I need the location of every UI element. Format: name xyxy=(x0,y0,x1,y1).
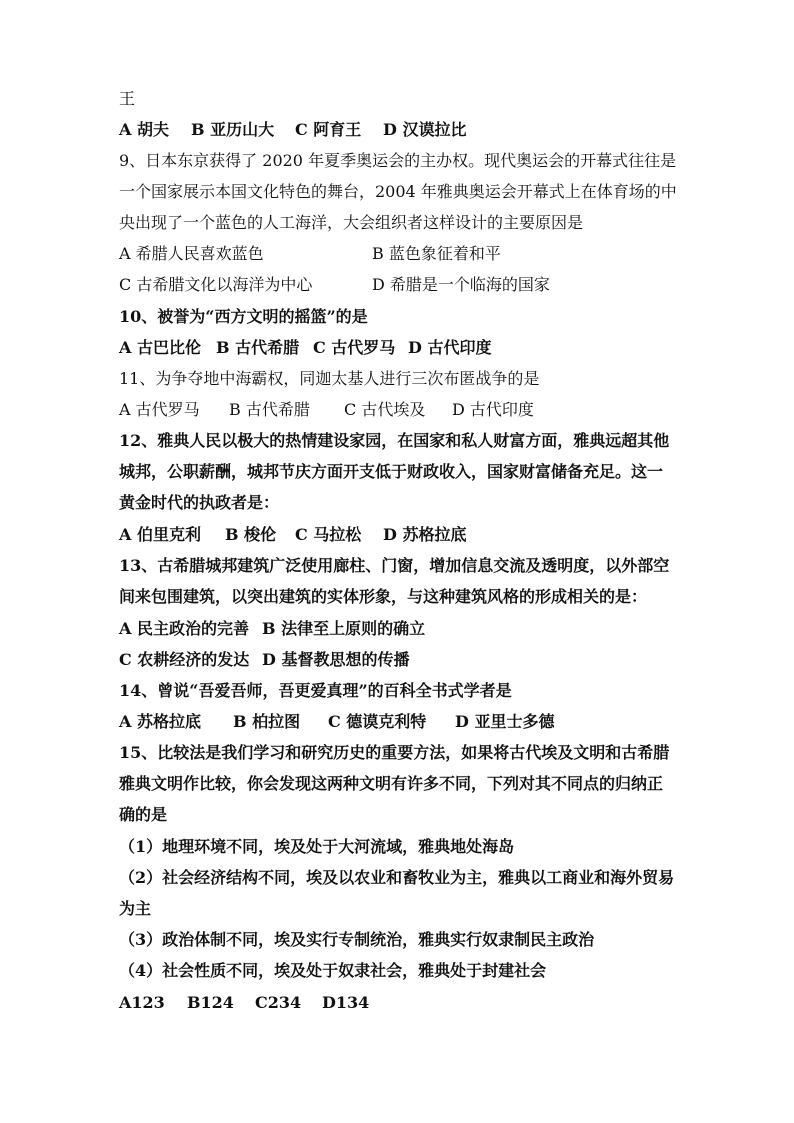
option-b: B 亚历山大 xyxy=(191,120,275,139)
option-a: A 古代罗马 xyxy=(119,400,200,419)
question-13-line-2: 间来包围建筑，以突出建筑的实体形象，与这种建筑风格的形成相关的是： xyxy=(119,587,648,606)
option-c: C 马拉松 xyxy=(295,525,362,544)
question-9-line-3: 央出现了一个蓝色的人工海洋，大会组织者这样设计的主要原因是 xyxy=(119,213,584,232)
statement-1: （1）地理环境不同，埃及处于大河流域，雅典地处海岛 xyxy=(119,837,515,856)
option-d: D 古代印度 xyxy=(408,338,492,357)
question-9-line-2: 一个国家展示本国文化特色的舞台，2004 年雅典奥运会开幕式上在体育场的中 xyxy=(119,182,677,201)
question-12-line-1: 12、雅典人民以极大的热情建设家园，在国家和私人财富方面，雅典远超其他 xyxy=(119,431,670,450)
option-d: D 基督教思想的传播 xyxy=(262,650,410,669)
question-14: 14、曾说“吾爱吾师，吾更爱真理”的百科全书式学者是 xyxy=(119,681,512,700)
question-15-line-3: 确的是 xyxy=(119,805,168,824)
option-a: A 古巴比伦 xyxy=(119,338,201,357)
option-c: C234 xyxy=(255,993,302,1012)
option-c: C 阿育王 xyxy=(295,120,362,139)
option-c: C 古代罗马 xyxy=(313,338,396,357)
question-13-line-1: 13、古希腊城邦建筑广泛使用廊柱、门窗，增加信息交流及透明度，以外部空 xyxy=(119,556,670,575)
statement-4: （4）社会性质不同，埃及处于奴隶社会，雅典处于封建社会 xyxy=(119,961,547,980)
question-9-line-1: 9、日本东京获得了 2020 年夏季奥运会的主办权。现代奥运会的开幕式往往是 xyxy=(119,151,677,170)
option-d: D 汉谟拉比 xyxy=(383,120,467,139)
option-d: D 亚里士多德 xyxy=(455,712,555,731)
option-c: C 古代埃及 xyxy=(344,400,426,419)
option-a: A 苏格拉底 xyxy=(119,712,201,731)
option-b: B 柏拉图 xyxy=(233,712,301,731)
option-b: B124 xyxy=(187,993,234,1012)
option-d: D 希腊是一个临海的国家 xyxy=(372,275,550,294)
option-c: C 农耕经济的发达 xyxy=(119,650,250,669)
option-d: D 古代印度 xyxy=(452,400,534,419)
option-b: B 古代希腊 xyxy=(229,400,310,419)
question-11: 11、为争夺地中海霸权，同迦太基人进行三次布匿战争的是 xyxy=(119,369,540,388)
option-b: B 蓝色象征着和平 xyxy=(372,244,501,263)
statement-2-line-2: 为主 xyxy=(119,899,152,918)
statement-2-line-1: （2）社会经济结构不同，埃及以农业和畜牧业为主，雅典以工商业和海外贸易 xyxy=(119,868,675,887)
option-c: C 古希腊文化以海洋为中心 xyxy=(119,275,313,294)
option-a: A 伯里克利 xyxy=(119,525,201,544)
question-10: 10、被誉为“西方文明的摇篮”的是 xyxy=(119,307,368,326)
option-c: C 德谟克利特 xyxy=(328,712,427,731)
option-a: A 希腊人民喜欢蓝色 xyxy=(119,244,264,263)
option-b: B 法律至上原则的确立 xyxy=(262,619,426,638)
option-a: A 民主政治的完善 xyxy=(119,619,249,638)
question-15-line-1: 15、比较法是我们学习和研究历史的重要方法，如果将古代埃及文明和古希腊 xyxy=(119,743,670,762)
question-12-line-3: 黄金时代的执政者是： xyxy=(119,493,280,512)
option-b: B 古代希腊 xyxy=(216,338,300,357)
question-12-line-2: 城邦，公职薪酬，城邦节庆方面开支低于财政收入，国家财富储备充足。这一 xyxy=(119,462,664,481)
text-line: 王 xyxy=(119,89,136,108)
option-d: D 苏格拉底 xyxy=(383,525,467,544)
option-d: D134 xyxy=(322,993,370,1012)
option-b: B 梭伦 xyxy=(225,525,277,544)
statement-3: （3）政治体制不同，埃及实行专制统治，雅典实行奴隶制民主政治 xyxy=(119,930,595,949)
option-a: A123 xyxy=(119,993,165,1012)
option-a: A 胡夫 xyxy=(119,120,169,139)
question-15-line-2: 雅典文明作比较，你会发现这两种文明有许多不同，下列对其不同点的归纳正 xyxy=(119,774,664,793)
